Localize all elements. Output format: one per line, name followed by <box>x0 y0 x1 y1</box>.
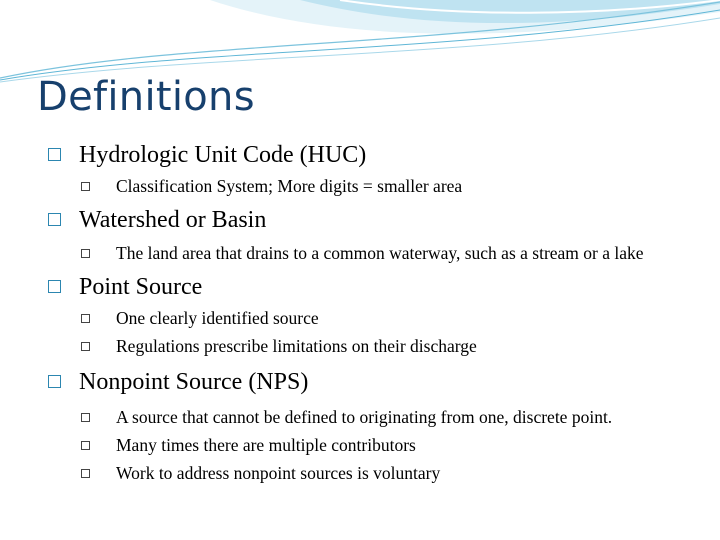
bullet-list <box>48 140 688 485</box>
square-sub-bullet-icon <box>81 413 90 422</box>
square-sub-bullet-icon <box>81 342 90 351</box>
sub-bullet-text: One clearly identified source <box>116 308 319 328</box>
square-sub-bullet-icon <box>81 182 90 191</box>
bullet-nonpoint-source <box>48 367 688 397</box>
square-bullet-icon <box>48 280 61 293</box>
square-sub-bullet-icon <box>81 441 90 450</box>
bullet-huc <box>48 140 688 170</box>
square-bullet-icon <box>48 375 61 388</box>
square-sub-bullet-icon <box>81 314 90 323</box>
sub-bullet <box>48 335 688 358</box>
bullet-heading: Watershed or Basin <box>79 207 267 233</box>
sub-bullet-text: Regulations prescribe limitations on their discharge <box>116 336 477 356</box>
sub-bullet-text: The land area that drains to a common waterway, such as a stream or a lake <box>116 243 644 263</box>
sub-bullet-text: A source that cannot be defined to originating from one, discrete point. <box>116 407 613 427</box>
sub-bullet <box>48 406 688 429</box>
bullet-point-source <box>48 272 688 302</box>
sub-bullet <box>48 175 688 198</box>
square-sub-bullet-icon <box>81 249 90 258</box>
sub-bullet <box>48 242 688 265</box>
sub-bullet-text: Classification System; More digits = smaller area <box>116 176 463 196</box>
sub-bullet <box>48 434 688 457</box>
square-bullet-icon <box>48 213 61 226</box>
sub-bullet <box>48 307 688 330</box>
bullet-heading: Hydrologic Unit Code (HUC) <box>79 142 367 168</box>
sub-bullet-text: Many times there are multiple contributors <box>116 435 416 455</box>
square-bullet-icon <box>48 148 61 161</box>
bullet-heading: Nonpoint Source (NPS) <box>79 369 309 395</box>
sub-bullet-text: Work to address nonpoint sources is voluntary <box>116 463 441 483</box>
bullet-watershed <box>48 205 688 235</box>
bullet-heading: Point Source <box>79 274 203 300</box>
slide-title: Definitions <box>37 74 255 120</box>
sub-bullet <box>48 462 688 485</box>
square-sub-bullet-icon <box>81 469 90 478</box>
